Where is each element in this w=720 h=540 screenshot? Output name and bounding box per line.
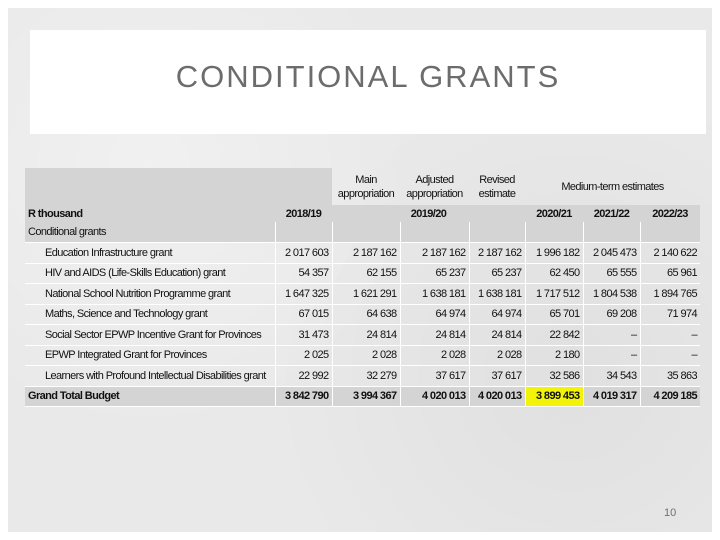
cell-value: 65 237 bbox=[400, 263, 469, 284]
cell-value: 62 450 bbox=[525, 263, 583, 284]
header-main-appropriation: Main appropriation bbox=[337, 173, 395, 200]
table-row bbox=[25, 263, 700, 284]
grants-table bbox=[25, 168, 700, 407]
row-label: Education Infrastructure grant bbox=[25, 243, 275, 264]
cell-value: 2 028 bbox=[332, 345, 400, 366]
total-value: 4 020 013 bbox=[469, 386, 525, 407]
total-value: 3 842 790 bbox=[275, 386, 332, 407]
cell-value: 64 974 bbox=[400, 304, 469, 325]
cell-value: – bbox=[583, 345, 640, 366]
cell-value: 2 025 bbox=[275, 345, 332, 366]
cell-value: 64 638 bbox=[332, 304, 400, 325]
year-2020-21: 2020/21 bbox=[525, 205, 583, 222]
cell-value: 65 701 bbox=[525, 304, 583, 325]
cell-value: 65 961 bbox=[640, 263, 700, 284]
header-row-years bbox=[25, 205, 700, 222]
row-label: Learners with Profound Intellectual Disabilities grant bbox=[25, 366, 275, 387]
header-adjusted-appropriation: Adjusted appropriation bbox=[406, 173, 463, 200]
cell-value: 34 543 bbox=[583, 366, 640, 387]
total-row bbox=[25, 386, 700, 407]
cell-value: 54 357 bbox=[275, 263, 332, 284]
grants-table-container bbox=[25, 168, 700, 407]
cell-value: 32 586 bbox=[525, 366, 583, 387]
unit-label: R thousand bbox=[25, 205, 275, 222]
cell-value: – bbox=[640, 325, 700, 346]
row-label: HIV and AIDS (Life-Skills Education) grant bbox=[25, 263, 275, 284]
cell-value: 2 017 603 bbox=[275, 243, 332, 264]
cell-value: 22 992 bbox=[275, 366, 332, 387]
cell-value: 67 015 bbox=[275, 304, 332, 325]
total-label: Grand Total Budget bbox=[25, 386, 275, 407]
total-value: 4 019 317 bbox=[583, 386, 640, 407]
cell-value: 64 974 bbox=[469, 304, 525, 325]
cell-value: – bbox=[583, 325, 640, 346]
cell-value: 32 279 bbox=[332, 366, 400, 387]
section-row bbox=[25, 222, 700, 243]
row-label: National School Nutrition Programme grant bbox=[25, 284, 275, 305]
cell-value: 2 180 bbox=[525, 345, 583, 366]
cell-value: 2 028 bbox=[400, 345, 469, 366]
header-row-top bbox=[25, 168, 700, 205]
cell-value: 2 187 162 bbox=[469, 243, 525, 264]
cell-value: 35 863 bbox=[640, 366, 700, 387]
section-label: Conditional grants bbox=[25, 222, 275, 243]
cell-value: 1 894 765 bbox=[640, 284, 700, 305]
cell-value: 1 647 325 bbox=[275, 284, 332, 305]
cell-value: 24 814 bbox=[400, 325, 469, 346]
slide-title: CONDITIONAL GRANTS bbox=[175, 59, 561, 94]
cell-value: 1 638 181 bbox=[400, 284, 469, 305]
cell-value: 37 617 bbox=[400, 366, 469, 387]
table-row bbox=[25, 284, 700, 305]
header-revised-estimate: Revised estimate bbox=[478, 173, 516, 200]
row-label: EPWP Integrated Grant for Provinces bbox=[25, 345, 275, 366]
cell-value: 2 045 473 bbox=[583, 243, 640, 264]
cell-value: 71 974 bbox=[640, 304, 700, 325]
cell-value: 65 237 bbox=[469, 263, 525, 284]
cell-value: 1 804 538 bbox=[583, 284, 640, 305]
cell-value: 69 208 bbox=[583, 304, 640, 325]
cell-value: 2 028 bbox=[469, 345, 525, 366]
total-value: 4 020 013 bbox=[400, 386, 469, 407]
total-value-highlighted: 3 899 453 bbox=[525, 386, 583, 407]
cell-value: 2 187 162 bbox=[400, 243, 469, 264]
table-row bbox=[25, 325, 700, 346]
page-number: 10 bbox=[664, 507, 677, 519]
table-row bbox=[25, 243, 700, 264]
row-label: Maths, Science and Technology grant bbox=[25, 304, 275, 325]
table-row bbox=[25, 366, 700, 387]
total-value: 4 209 185 bbox=[640, 386, 700, 407]
cell-value: 65 555 bbox=[583, 263, 640, 284]
cell-value: 24 814 bbox=[469, 325, 525, 346]
table-row bbox=[25, 304, 700, 325]
year-2022-23: 2022/23 bbox=[640, 205, 700, 222]
cell-value: 62 155 bbox=[332, 263, 400, 284]
header-blank-year bbox=[275, 168, 332, 205]
cell-value: 24 814 bbox=[332, 325, 400, 346]
year-2018-19: 2018/19 bbox=[275, 205, 332, 222]
total-value: 3 994 367 bbox=[332, 386, 400, 407]
cell-value: 31 473 bbox=[275, 325, 332, 346]
year-2021-22: 2021/22 bbox=[583, 205, 640, 222]
cell-value: 37 617 bbox=[469, 366, 525, 387]
cell-value: 1 996 182 bbox=[525, 243, 583, 264]
cell-value: 1 621 291 bbox=[332, 284, 400, 305]
cell-value: 1 717 512 bbox=[525, 284, 583, 305]
cell-value: 2 140 622 bbox=[640, 243, 700, 264]
year-2019-20: 2019/20 bbox=[332, 205, 525, 222]
header-medium-term: Medium-term estimates bbox=[561, 180, 664, 193]
cell-value: – bbox=[640, 345, 700, 366]
cell-value: 1 638 181 bbox=[469, 284, 525, 305]
cell-value: 2 187 162 bbox=[332, 243, 400, 264]
header-blank-label bbox=[25, 168, 275, 205]
row-label: Social Sector EPWP Incentive Grant for Provinces bbox=[25, 325, 275, 346]
cell-value: 22 842 bbox=[525, 325, 583, 346]
table-row bbox=[25, 345, 700, 366]
title-box bbox=[30, 30, 706, 134]
